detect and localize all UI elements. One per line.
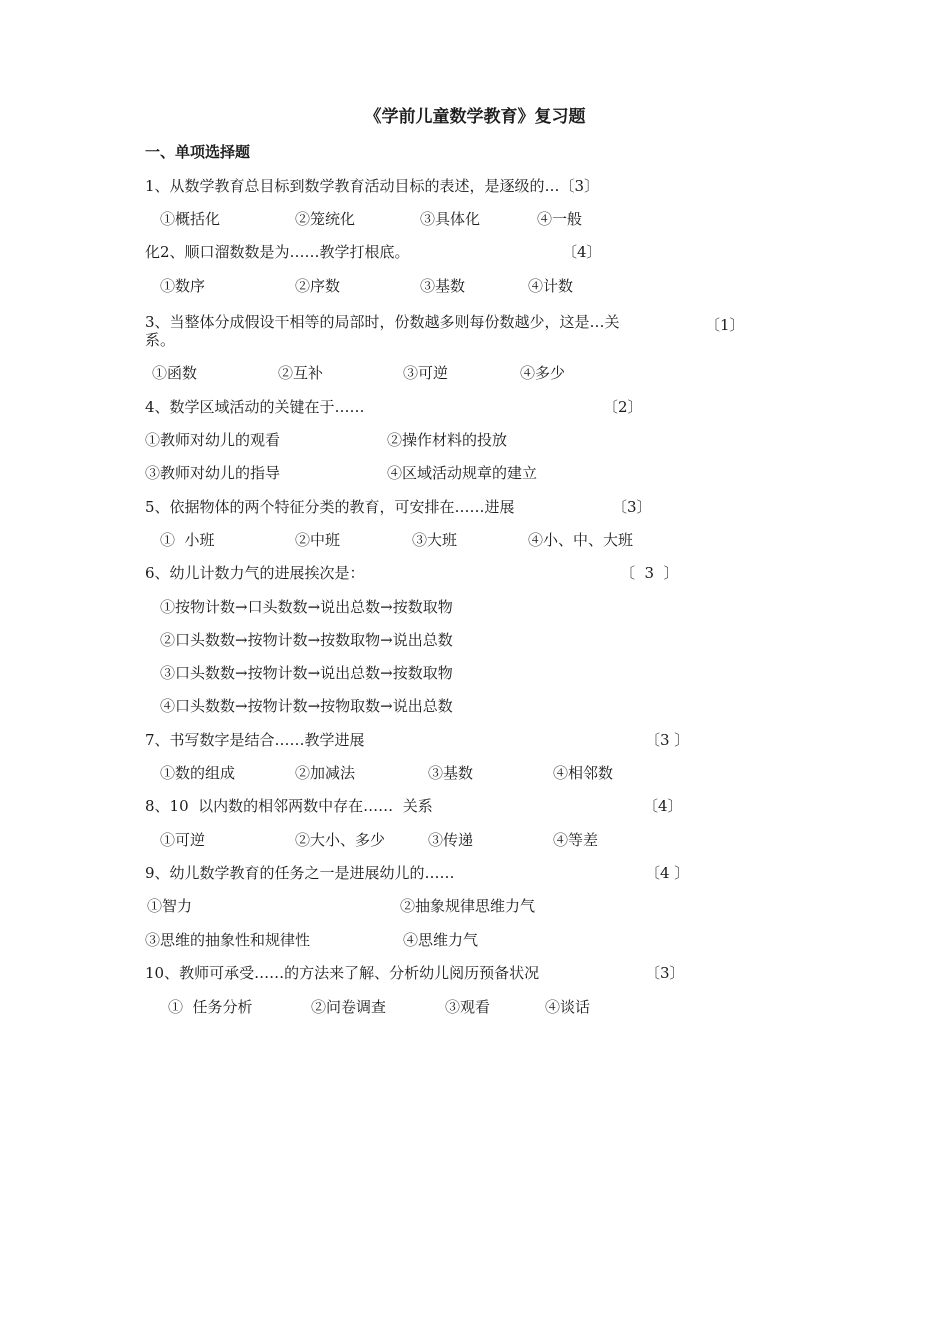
question-4-option-2: ②操作材料的投放 [387, 431, 508, 449]
question-10-option-4: ④谈话 [545, 998, 591, 1016]
question-8-option-3: ③传递 [428, 831, 474, 849]
question-3-option-3: ③可逆 [403, 364, 449, 382]
document-title: 《学前儿童数学教育》复习题 [364, 107, 586, 127]
question-2-answer: 〔4〕 [562, 243, 602, 261]
question-5-text: 5、依据物体的两个特征分类的教育，可安排在……进展 [145, 498, 515, 516]
question-1-option-2: ②笼统化 [295, 210, 356, 228]
question-5-option-4: ④小、中、大班 [528, 531, 634, 549]
question-6-option-4: ④口头数数→按物计数→按物取数→说出总数 [160, 697, 453, 715]
question-9-option-2: ②抽象规律思维力气 [400, 897, 536, 915]
question-6-text: 6、幼儿计数力气的进展挨次是： [145, 564, 365, 582]
question-8-text: 8、10 以内数的相邻两数中存在…… 关系 [145, 797, 433, 815]
question-1-option-3: ③具体化 [420, 210, 481, 228]
question-2-option-2: ②序数 [295, 277, 341, 295]
question-7-option-4: ④相邻数 [553, 764, 614, 782]
question-7-option-2: ②加减法 [295, 764, 356, 782]
question-7-option-3: ③基数 [428, 764, 474, 782]
question-3-option-1: ①函数 [152, 364, 198, 382]
question-1-text: 1、从数学教育总目标到数学教育活动目标的表述，是逐级的…〔3〕 [145, 177, 600, 195]
question-5-option-3: ③大班 [412, 531, 458, 549]
question-9-text: 9、幼儿数学教育的任务之一是进展幼儿的…… [145, 864, 455, 882]
question-3-answer: 〔1〕 [705, 316, 745, 334]
section-heading: 一、单项选择题 [145, 143, 251, 161]
question-10-text: 10、教师可承受……的方法来了解、分析幼儿阅历预备状况 [145, 964, 540, 982]
question-4-text: 4、数学区域活动的关键在于…… [145, 398, 365, 416]
question-7-text: 7、书写数字是结合……教学进展 [145, 731, 365, 749]
question-10-option-3: ③观看 [445, 998, 491, 1016]
question-3-text-line-1: 3、当整体分成假设干相等的局部时，份数越多则每份数越少，这是…关 [145, 313, 620, 331]
question-2-option-1: ①数序 [160, 277, 206, 295]
question-3-text-line-2: 系。 [145, 331, 176, 349]
question-3-option-4: ④多少 [520, 364, 566, 382]
question-7-option-1: ①数的组成 [160, 764, 236, 782]
question-6-option-1: ①按物计数→口头数数→说出总数→按数取物 [160, 598, 453, 616]
question-8-option-1: ①可逆 [160, 831, 206, 849]
question-1-option-4: ④一般 [537, 210, 583, 228]
question-10-option-1: ① 任务分析 [168, 998, 253, 1016]
question-7-answer: 〔3 〕 [645, 731, 690, 749]
question-8-answer: 〔4〕 [643, 797, 683, 815]
question-6-option-2: ②口头数数→按物计数→按数取物→说出总数 [160, 631, 453, 649]
question-4-option-1: ①教师对幼儿的观看 [145, 431, 281, 449]
question-9-answer: 〔4 〕 [645, 864, 690, 882]
question-5-option-1: ① 小班 [160, 531, 215, 549]
question-9-option-3: ③思维的抽象性和规律性 [145, 931, 311, 949]
question-8-option-2: ②大小、多少 [295, 831, 386, 849]
question-2-option-4: ④计数 [528, 277, 574, 295]
question-2-text: 化2、顺口溜数数是为……教学打根底。 [145, 243, 410, 261]
question-9-option-1: ①智力 [147, 897, 193, 915]
question-3-option-2: ②互补 [278, 364, 324, 382]
question-1-option-1: ①概括化 [160, 210, 221, 228]
question-6-answer: 〔 3 〕 [620, 564, 679, 582]
question-2-option-3: ③基数 [420, 277, 466, 295]
question-10-answer: 〔3〕 [645, 964, 685, 982]
question-5-answer: 〔3〕 [612, 498, 652, 516]
question-5-option-2: ②中班 [295, 531, 341, 549]
question-10-option-2: ②问卷调查 [311, 998, 387, 1016]
question-4-answer: 〔2〕 [603, 398, 643, 416]
question-4-option-3: ③教师对幼儿的指导 [145, 464, 281, 482]
question-8-option-4: ④等差 [553, 831, 599, 849]
question-9-option-4: ④思维力气 [403, 931, 479, 949]
question-6-option-3: ③口头数数→按物计数→说出总数→按数取物 [160, 664, 453, 682]
question-4-option-4: ④区域活动规章的建立 [387, 464, 538, 482]
